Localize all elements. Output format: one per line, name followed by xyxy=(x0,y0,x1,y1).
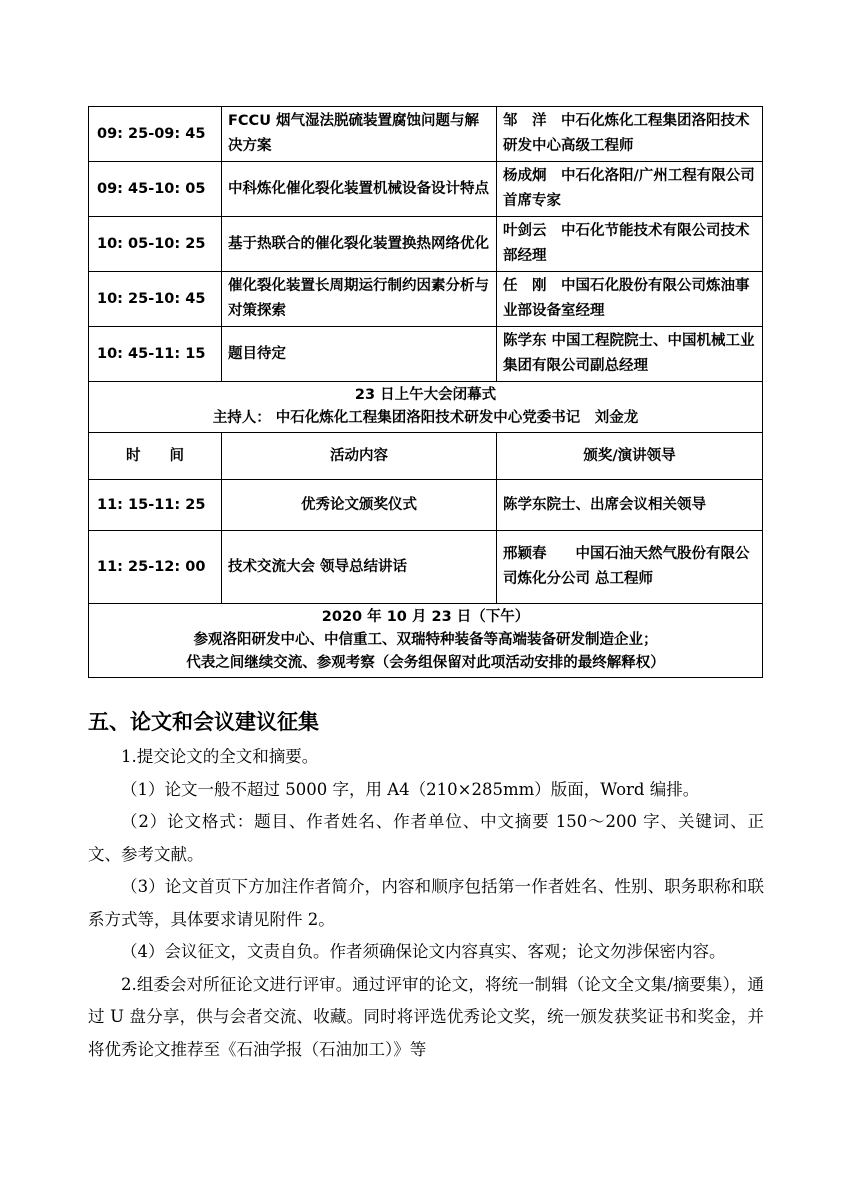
table-row xyxy=(89,327,763,382)
session-topic: 中科炼化催化裂化装置机械设备设计特点 xyxy=(222,162,497,217)
table-row xyxy=(89,107,763,162)
session-speaker: 任 刚 中国石化股份有限公司炼油事业部设备室经理 xyxy=(497,272,763,327)
session-topic: FCCU 烟气湿法脱硫装置腐蚀问题与解决方案 xyxy=(222,107,497,162)
closing-ceremony-header xyxy=(89,382,763,433)
session-speaker: 叶剑云 中石化节能技术有限公司技术部经理 xyxy=(497,217,763,272)
paragraph: 2.组委会对所征论文进行评审。通过评审的论文，将统一制辑（论文全文集/摘要集），通过 U 盘分享，供与会者交流、收藏。同时将评选优秀论文奖，统一颁发获奖证书和奖金，并将优秀论文推荐至《石油学报（石油加工）》等 xyxy=(88,974,764,1059)
closing-leader: 邢颖春 中国石油天然气股份有限公司炼化分公司 总工程师 xyxy=(497,531,763,604)
paragraph: （1）论文一般不超过 5000 字，用 A4（210×285mm）版面，Word 编排。 xyxy=(121,779,700,799)
closing-time: 11: 15-11: 25 xyxy=(89,480,222,531)
session-time: 10: 25-10: 45 xyxy=(89,272,222,327)
header-time: 时 间 xyxy=(89,433,222,480)
closing-activity: 优秀论文颁奖仪式 xyxy=(222,480,497,531)
table-row xyxy=(89,162,763,217)
closing-host: 主持人： 中石化炼化工程集团洛阳技术研发中心党委书记 刘金龙 xyxy=(212,410,639,426)
afternoon-line-1: 参观洛阳研发中心、中信重工、双瑞特种装备等高端装备研发制造企业； xyxy=(193,632,658,648)
paragraph: （4）会议征文，文责自负。作者须确保论文内容真实、客观；论文勿涉保密内容。 xyxy=(121,942,726,961)
afternoon-line-2: 代表之间继续交流、参观考察（会务组保留对此项活动安排的最终解释权） xyxy=(186,655,665,671)
session-topic: 催化裂化装置长周期运行制约因素分析与对策探索 xyxy=(222,272,497,327)
paragraph: （2）论文格式：题目、作者姓名、作者单位、中文摘要 150～200 字、关键词、正文、参考文献。 xyxy=(88,812,764,864)
section-body xyxy=(88,741,764,1066)
session-speaker: 陈学东 中国工程院院士、中国机械工业集团有限公司副总经理 xyxy=(497,327,763,382)
closing-leader: 陈学东院士、出席会议相关领导 xyxy=(497,480,763,531)
session-topic: 基于热联合的催化裂化装置换热网络优化 xyxy=(222,217,497,272)
section-title: 五、论文和会议建议征集 xyxy=(88,710,319,734)
schedule-table xyxy=(88,106,763,678)
session-time: 10: 45-11: 15 xyxy=(89,327,222,382)
closing-title: 23 日上午大会闭幕式 xyxy=(354,387,497,403)
closing-activity: 技术交流大会 领导总结讲话 xyxy=(222,531,497,604)
table-row xyxy=(89,531,763,604)
session-time: 10: 05-10: 25 xyxy=(89,217,222,272)
session-speaker: 邹 洋 中石化炼化工程集团洛阳技术研发中心高级工程师 xyxy=(497,107,763,162)
afternoon-block xyxy=(89,604,763,678)
column-headers xyxy=(89,433,763,480)
header-leader: 颁奖/演讲领导 xyxy=(497,433,763,480)
table-row xyxy=(89,217,763,272)
session-time: 09: 25-09: 45 xyxy=(89,107,222,162)
header-activity: 活动内容 xyxy=(222,433,497,480)
session-time: 09: 45-10: 05 xyxy=(89,162,222,217)
afternoon-date: 2020 年 10 月 23 日（下午） xyxy=(321,609,530,625)
closing-time: 11: 25-12: 00 xyxy=(89,531,222,604)
session-topic: 题目待定 xyxy=(222,327,497,382)
paragraph: （3）论文首页下方加注作者简介，内容和顺序包括第一作者姓名、性别、职务职称和联系方式等，具体要求请见附件 2。 xyxy=(88,877,764,929)
table-row xyxy=(89,480,763,531)
table-row xyxy=(89,272,763,327)
session-speaker: 杨成炯 中石化洛阳/广州工程有限公司首席专家 xyxy=(497,162,763,217)
paragraph: 1.提交论文的全文和摘要。 xyxy=(121,747,319,766)
